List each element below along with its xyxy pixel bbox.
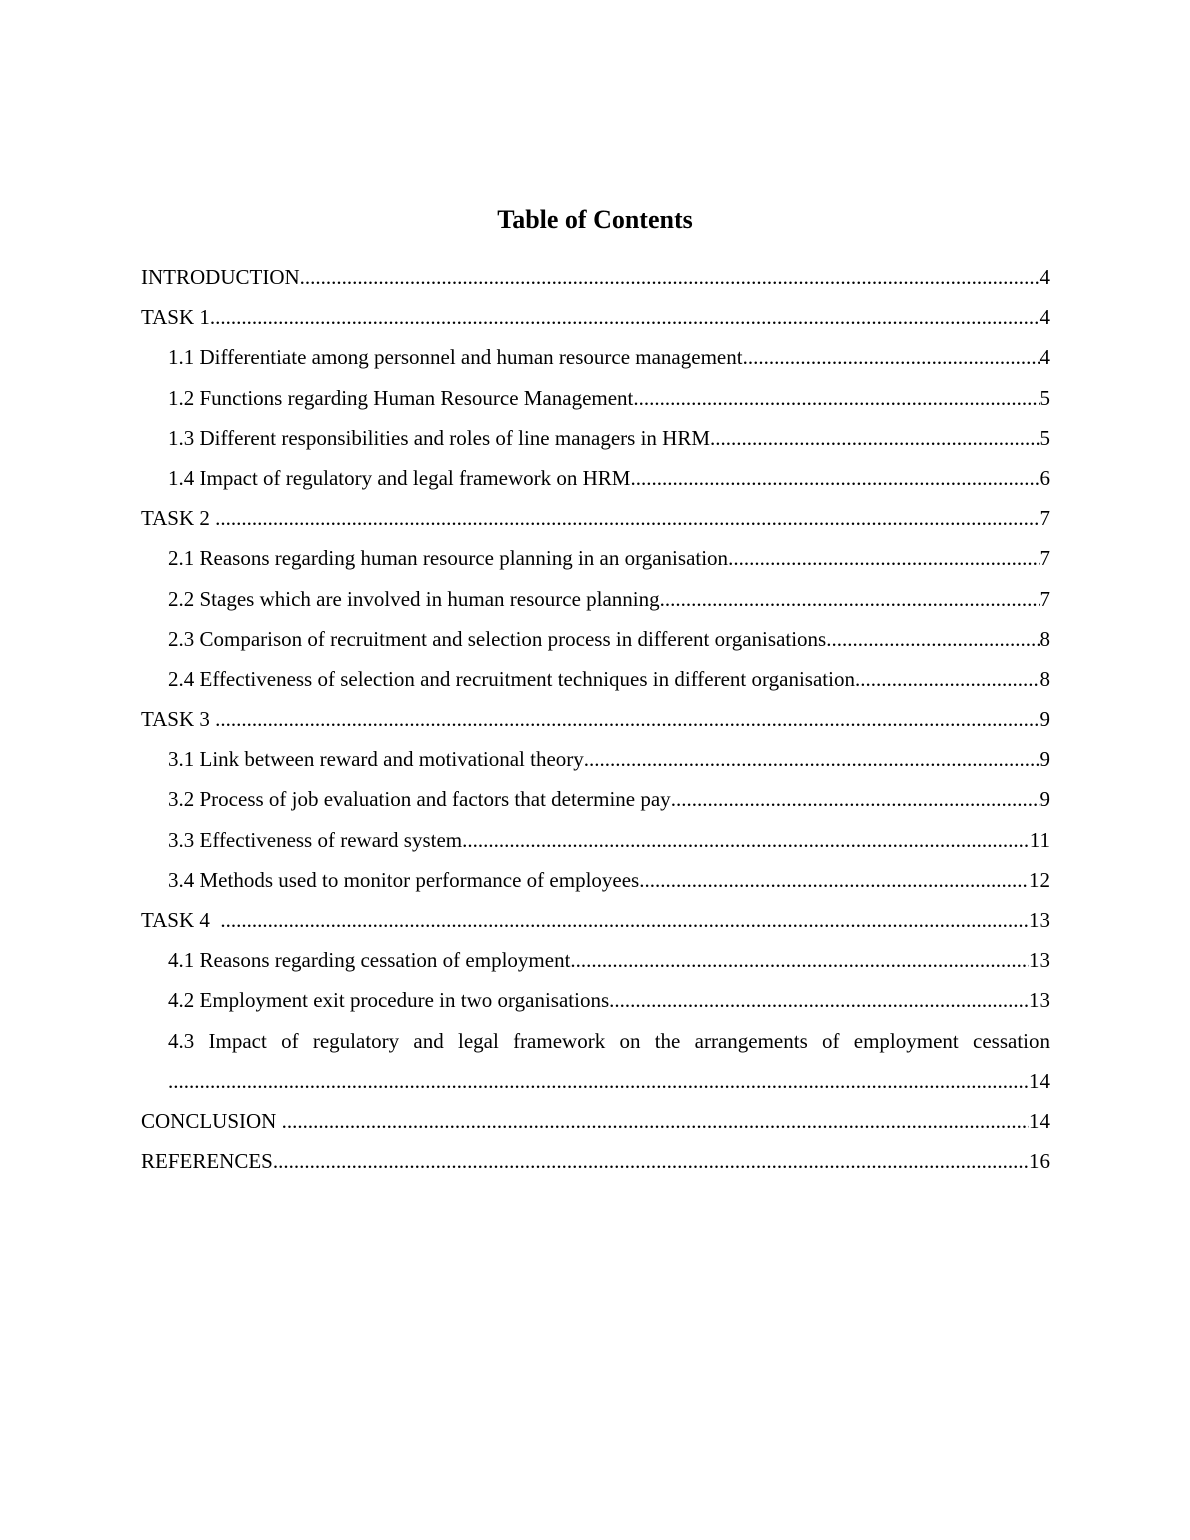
toc-title: Table of Contents (497, 205, 693, 234)
toc-dot-leader (855, 659, 1040, 699)
toc-entry-label: 3.1 Link between reward and motivational theory (168, 747, 584, 772)
toc-page-number: 14 (1029, 1108, 1050, 1133)
toc-page-number: 7 (1039, 586, 1050, 611)
toc-section-entry[interactable] (141, 1141, 1050, 1181)
toc-section-entry[interactable] (141, 900, 1050, 940)
toc-subsection-entry[interactable] (168, 779, 1050, 819)
toc-entry-label: 1.3 Different responsibilities and roles of line managers in HRM (168, 425, 711, 450)
toc-dot-leader (570, 940, 1029, 980)
toc-dot-leader (215, 498, 1039, 538)
toc-page-number: 9 (1039, 747, 1050, 772)
toc-page-number: 13 (1029, 948, 1050, 973)
toc-page-number: 14 (1029, 1068, 1050, 1093)
toc-entry-label: 3.3 Effectiveness of reward system (168, 827, 463, 852)
toc-entry-label: 1.1 Differentiate among personnel and human resource management (168, 345, 743, 370)
toc-subsection-entry[interactable] (168, 1021, 1050, 1101)
toc-dot-leader (210, 297, 1040, 337)
toc-entry-label: 4.3 Impact of regulatory and legal framework on the arrangements of employment cessation (168, 1028, 1050, 1053)
toc-page-number: 12 (1029, 867, 1050, 892)
toc-dot-leader (710, 418, 1039, 458)
toc-entry-label: TASK 2 (141, 506, 216, 531)
toc-entry-label: CONCLUSION (141, 1108, 282, 1133)
toc-page-number: 13 (1029, 988, 1050, 1013)
toc-subsection-entry[interactable] (168, 980, 1050, 1020)
toc-page-number: 9 (1039, 707, 1050, 732)
toc-entry-label: REFERENCES (141, 1149, 273, 1174)
toc-page-number: 4 (1039, 265, 1050, 289)
toc-section-entry[interactable] (141, 1101, 1050, 1141)
toc-entry-label: 4.1 Reasons regarding cessation of employment (168, 948, 571, 973)
toc-dot-leader (220, 900, 1029, 940)
toc-dot-leader (300, 257, 1040, 297)
toc-subsection-entry[interactable] (168, 739, 1050, 779)
toc-subsection-entry[interactable] (168, 940, 1050, 980)
toc-section-entry[interactable] (141, 297, 1050, 337)
toc-entry-label: 2.4 Effectiveness of selection and recruitment techniques in different organisation (168, 666, 855, 691)
toc-subsection-entry[interactable] (168, 820, 1050, 860)
toc-section-entry[interactable] (141, 257, 1050, 297)
toc-entry-label: 3.2 Process of job evaluation and factors that determine pay (168, 787, 671, 812)
toc-entry-label: INTRODUCTION (141, 265, 300, 289)
toc-list (141, 257, 1050, 1181)
toc-page-number: 4 (1039, 305, 1050, 330)
toc-entry-label: TASK 3 (141, 707, 216, 732)
toc-subsection-entry[interactable] (168, 860, 1050, 900)
toc-dot-leader (609, 980, 1029, 1020)
toc-subsection-entry[interactable] (168, 619, 1050, 659)
toc-subsection-entry[interactable] (168, 378, 1050, 418)
toc-subsection-entry[interactable] (168, 337, 1050, 377)
toc-page-number: 16 (1029, 1149, 1050, 1174)
toc-dot-leader (639, 860, 1029, 900)
toc-entry-label: 1.2 Functions regarding Human Resource Management (168, 385, 634, 410)
toc-page-number: 6 (1039, 465, 1050, 490)
toc-dot-leader (728, 538, 1039, 578)
toc-entry-label: 1.4 Impact of regulatory and legal framework on HRM (168, 465, 631, 490)
toc-page-number: 11 (1029, 827, 1050, 852)
toc-section-entry[interactable] (141, 498, 1050, 538)
toc-page-number: 13 (1029, 908, 1050, 932)
toc-page-number: 7 (1039, 506, 1050, 531)
toc-entry-label: 3.4 Methods used to monitor performance of employees (168, 867, 640, 892)
toc-entry-label: TASK 4 (141, 908, 221, 932)
toc-dot-leader (584, 739, 1040, 779)
toc-page-number: 5 (1039, 385, 1050, 410)
toc-dot-leader (168, 1061, 1029, 1101)
toc-entry-label: TASK 1 (141, 305, 210, 330)
toc-dot-leader (633, 378, 1039, 418)
toc-dot-leader (215, 699, 1039, 739)
toc-dot-leader (743, 337, 1040, 377)
toc-dot-leader (826, 619, 1039, 659)
toc-entry-continuation (168, 1061, 1050, 1101)
toc-page-number: 7 (1039, 546, 1050, 571)
toc-section-entry[interactable] (141, 699, 1050, 739)
toc-dot-leader (671, 779, 1040, 819)
toc-entry-label: 2.1 Reasons regarding human resource planning in an organisation (168, 546, 729, 571)
toc-entry-label: 2.3 Comparison of recruitment and selection process in different organisations (168, 626, 827, 651)
toc-dot-leader (282, 1101, 1029, 1141)
toc-subsection-entry[interactable] (168, 538, 1050, 578)
toc-subsection-entry[interactable] (168, 418, 1050, 458)
toc-page-number: 4 (1039, 345, 1050, 370)
toc-dot-leader (273, 1141, 1029, 1181)
toc-dot-leader (630, 458, 1039, 498)
toc-dot-leader (660, 579, 1040, 619)
toc-subsection-entry[interactable] (168, 659, 1050, 699)
toc-entry-label: 2.2 Stages which are involved in human resource planning (168, 586, 660, 611)
toc-subsection-entry[interactable] (168, 579, 1050, 619)
toc-subsection-entry[interactable] (168, 458, 1050, 498)
toc-dot-leader (462, 820, 1030, 860)
toc-page-number: 8 (1039, 626, 1050, 651)
toc-page-number: 5 (1039, 425, 1050, 450)
toc-page-number: 8 (1039, 666, 1050, 691)
toc-entry-label: 4.2 Employment exit procedure in two organisations (168, 988, 610, 1013)
toc-page-number: 9 (1039, 787, 1050, 812)
